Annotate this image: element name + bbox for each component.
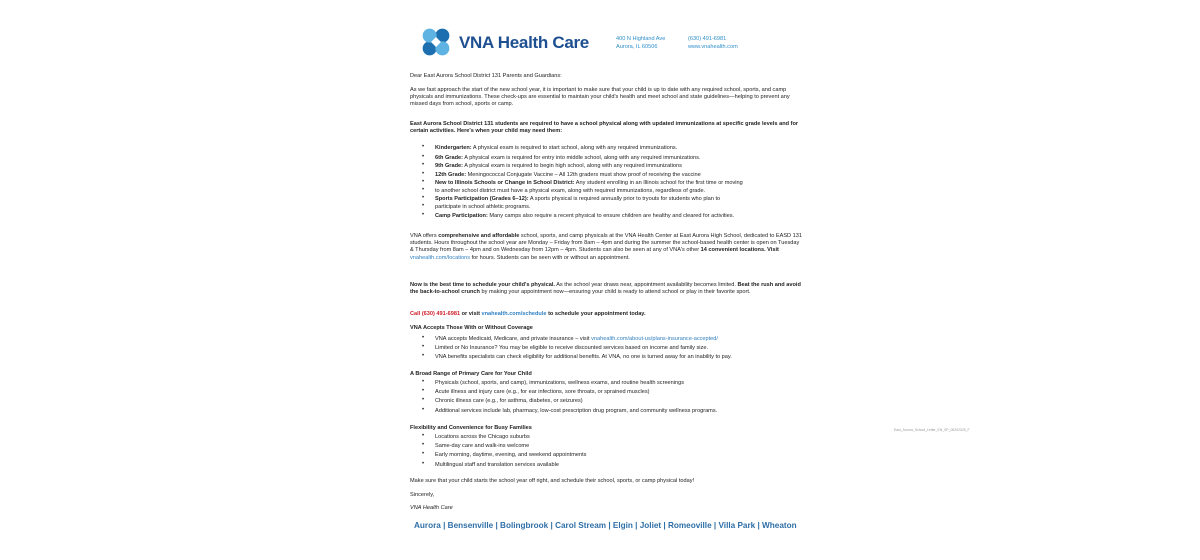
phone-number: (630) 491-6981 [688,36,727,42]
primary-care-list [410,380,802,415]
offers-text-1: VNA offers [410,233,439,239]
list-item [410,188,802,195]
offers-text-2: school, sports, and camp physicals at the VNA Health Center at East Aurora High School, dedicated to EASD 131 students. Hours throughout the school year are Monday – Friday from 8am – 4pm and during the summer the school-based health center is open on Tuesday & Thursday from 8am – 4pm and on Wednesday from 12pm – 4pm. Students can also be seen at any of VNA's other [410,233,802,254]
bullet-icon: • [422,211,425,218]
vna-logo-icon [418,24,454,60]
insurance-item-3: VNA benefits specialists can check eligibility for additional benefits. At VNA, no one is turned away for an inability to pay. [435,354,732,361]
call-text-1: or visit [460,311,482,317]
address [616,35,665,51]
best-time-text-2: by making your appointment now—ensuring your child is ready to attend school or play in their favorite sport. [479,289,751,296]
best-time-bold-1: Now is the best time to schedule your child's physical. [410,282,555,288]
best-time-paragraph [410,282,802,296]
grade-requirements-list [410,145,802,220]
primary-care-heading: A Broad Range of Primary Care for Your Child [410,371,532,377]
flexibility-list [410,434,802,469]
bullet-icon: • [422,195,425,202]
website-link[interactable]: www.vnahealth.com [688,44,738,50]
letterhead [418,24,778,64]
list-item [410,204,802,211]
bullet-icon: • [422,460,425,467]
flexibility-item: Locations across the Chicago suburbs [435,434,530,440]
offers-bold-2: 14 convenient locations. Visit [700,247,779,254]
bullet-icon: • [422,379,425,385]
bullet-icon: • [422,406,425,413]
intro-paragraph: As we fast approach the start of the new school year, it is important to make sure that your child is up to date with any required school, sports, and camp physicals and immunizations. These check-ups are essential to maintain your child's health and meet school and state guidelines—helping to prevent any missed days from school, sports or camp. [410,87,790,108]
bullet-icon: • [422,388,425,395]
bullet-icon: • [422,353,425,360]
closing-paragraph: Make sure that your child starts the school year off right, and schedule their school, sports, or camp physical today! [410,478,695,484]
list-item [410,172,802,179]
call-to-action [410,311,802,318]
footer-locations: Aurora | Bensenville | Bolingbrook | Carol Stream | Elgin | Joliet | Romeoville | Villa Park | Wheaton [414,521,797,530]
grade-text: to another school district must have a physical exam, along with required immunizations, regardless of grade. [435,187,706,194]
bullet-icon: • [422,162,425,169]
list-item [410,145,802,152]
grade-text: A physical exam is required to start school, along with any required immunizations. [471,145,678,151]
flexibility-heading: Flexibility and Convenience for Busy Families [410,425,532,431]
bullet-icon: • [422,186,425,193]
list-item [410,213,802,220]
grade-text: A physical exam is required for entry into middle school, along with any required immunizations. [462,155,701,162]
bullet-icon: • [422,203,425,210]
grade-text: A sports physical is required annually prior to tryouts for students who plan to [528,196,721,203]
grade-label: Sports Participation (Grades 6–12): [435,196,529,203]
list-item [410,380,802,387]
grade-text: A physical exam is required to begin high school, along with any required immunizations [462,163,682,170]
offers-text-3: for hours. Students can be seen with or without an appointment. [470,254,630,261]
grade-label: Camp Participation: [435,212,488,219]
salutation: Dear East Aurora School District 131 Parents and Guardians: [410,73,562,79]
insurance-heading: VNA Accepts Those With or Without Coverage [410,325,533,331]
address-line-2: Aurora, IL 60506 [616,44,658,50]
list-item [410,443,802,450]
bullet-icon: • [422,144,425,150]
list-item [410,452,802,459]
grade-label: 12th Grade: [435,171,467,178]
sign-off: Sincerely, [410,492,435,498]
offers-paragraph [410,233,802,262]
brand-name: VNA Health Care [459,33,589,52]
flexibility-item: Multilingual staff and translation services available [435,461,559,468]
list-item [410,163,802,170]
flexibility-item: Same-day care and walk-ins welcome [435,443,530,450]
bullet-icon: • [422,433,425,439]
address-line-1: 400 N Highland Ave [616,36,666,42]
grade-label: New to Illinois Schools or Change in School District: [435,179,575,186]
list-item [410,345,802,352]
grade-label: 6th Grade: [435,155,463,162]
grade-label: 9th Grade: [435,163,463,170]
grade-text: Many camps also require a recent physical to ensure children are healthy and cleared for activities. [487,212,735,219]
list-item [410,155,802,162]
list-item [410,434,802,441]
insurance-link[interactable]: vnahealth.com/about-us/plans-insurance-accepted/ [591,336,718,342]
offers-bold-1: comprehensive and affordable [438,233,520,239]
schedule-link[interactable]: vnahealth.com/schedule [481,311,547,317]
list-item [410,389,802,396]
call-text-2: to schedule your appointment today. [546,311,646,317]
signature: VNA Health Care [410,505,453,511]
bullet-icon: • [422,344,425,351]
primary-care-item: Physicals (school, sports, and camp), immunizations, wellness exams, and routine health screenings [435,380,685,386]
list-item [410,354,802,361]
bullet-icon: • [422,442,425,449]
insurance-list [410,336,802,362]
contact [688,35,738,51]
best-time-text-1: As the school year draws near, appointment availability becomes limited. [554,282,738,288]
bullet-icon: • [422,178,425,185]
grade-text: participate in school athletic programs. [435,204,531,211]
document-tag: East_Aurora_School_Letter_EN_SP_06202025_F [894,428,970,432]
primary-care-item: Additional services include lab, pharmacy, low-cost prescription drug program, and community wellness programs. [435,407,718,414]
list-item [410,180,802,187]
grade-text: Any student enrolling in an Illinois school for the first time or moving [574,179,743,186]
call-phone[interactable]: Call (630) 491-6981 [410,311,461,317]
best-time-bold-2: Beat the rush and avoid the back-to-school crunch [410,282,801,296]
insurance-item-1: VNA accepts Medicaid, Medicare, and private insurance – visit [435,336,592,342]
list-item [410,336,802,343]
list-item [410,408,802,415]
grade-label: Kindergarten: [435,145,472,151]
insurance-item-2: Limited or No Insurance? You may be eligible to receive discounted services based on income and family size. [435,345,709,352]
list-item [410,196,802,203]
bullet-icon: • [422,170,425,177]
list-item [410,398,802,405]
primary-care-item: Acute illness and injury care (e.g., for ear infections, sore throats, or sprained muscles) [435,389,650,396]
flexibility-item: Early morning, daytime, evening, and weekend appointments [435,452,587,459]
bullet-icon: • [422,397,425,404]
locations-link[interactable]: vnahealth.com/locations [410,254,471,261]
list-item [410,462,802,469]
bullet-icon: • [422,335,425,341]
grade-text: Meningococcal Conjugate Vaccine – All 12th graders must show proof of receiving the vaccine [466,171,701,178]
bullet-icon: • [422,451,425,458]
primary-care-item: Chronic illness care (e.g., for asthma, diabetes, or seizures) [435,398,583,405]
requirement-paragraph: East Aurora School District 131 students are required to have a school physical along with updated immunizations at specific grade levels and for certain activities. Here's when your child may need them: [410,121,799,135]
bullet-icon: • [422,154,425,161]
